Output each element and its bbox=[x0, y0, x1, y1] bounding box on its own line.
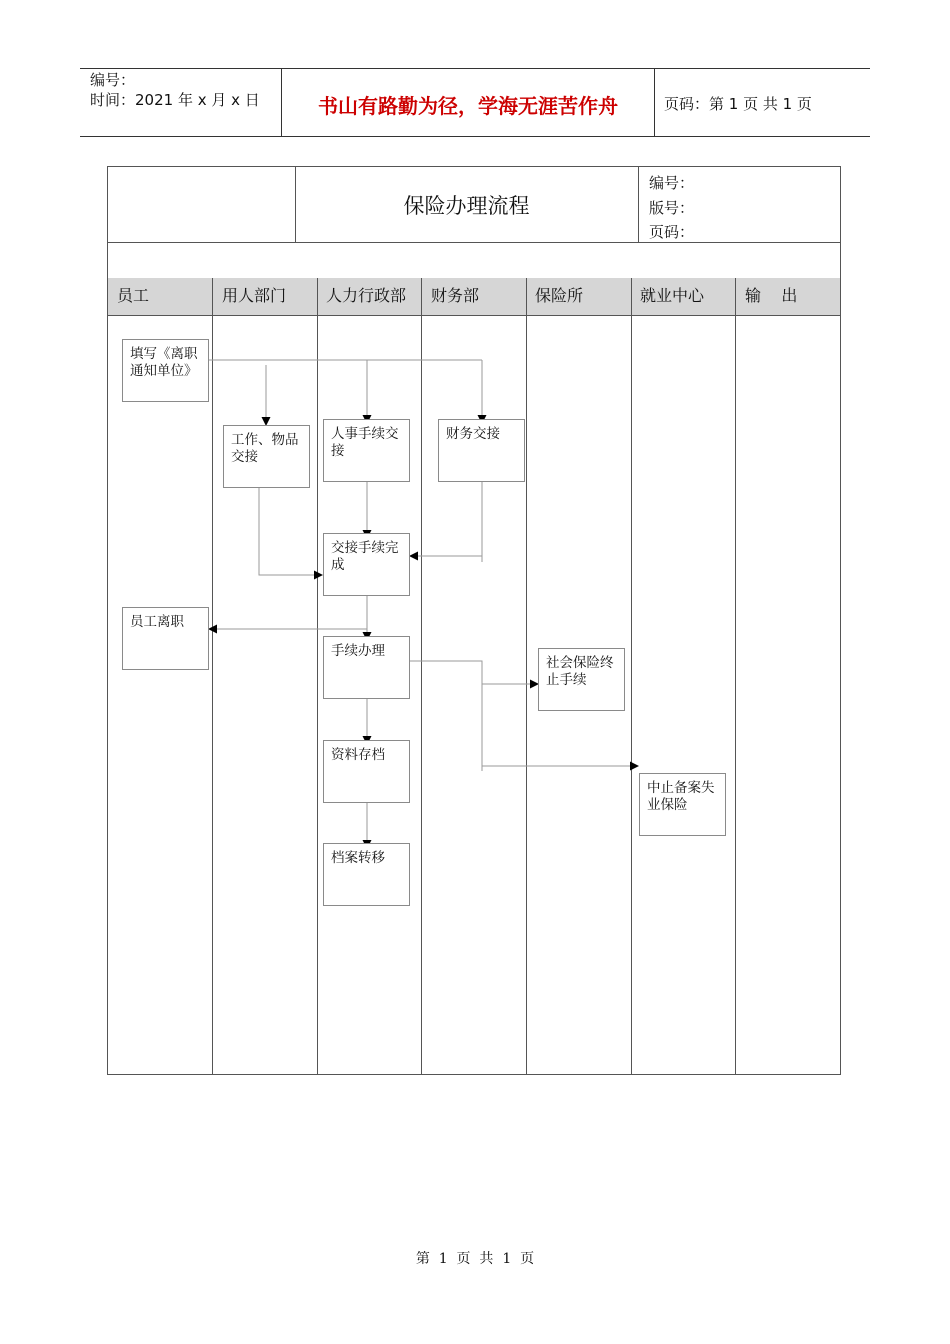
connector-done-to-leave bbox=[209, 595, 367, 629]
header-time-label: 时间：2021 年 x 月 x 日 bbox=[90, 91, 260, 109]
lane-header-insurance-office: 保险所 bbox=[535, 286, 584, 305]
step-social-insurance-stop: 社会保险终止手续 bbox=[538, 648, 625, 711]
step-procedure: 手续办理 bbox=[323, 636, 410, 699]
form-title: 保险办理流程 bbox=[403, 194, 530, 218]
lane-header-output: 输 出 bbox=[745, 286, 798, 305]
lane-header-finance: 财务部 bbox=[431, 286, 480, 305]
page-footer: 第 1 页 共 1 页 bbox=[415, 1251, 535, 1267]
step-employee-leave: 员工离职 bbox=[122, 607, 209, 670]
header-motto: 书山有路勤为径，学海无涯苦作舟 bbox=[318, 94, 618, 118]
step-archive: 资料存档 bbox=[323, 740, 410, 803]
form-number-label: 编号： bbox=[649, 174, 695, 192]
header-number-label: 编号： bbox=[90, 71, 136, 89]
step-finance-handover: 财务交接 bbox=[438, 419, 525, 482]
lane-header-employment-center: 就业中心 bbox=[640, 286, 705, 305]
step-archive-transfer: 档案转移 bbox=[323, 843, 410, 906]
lane-header-employee: 员工 bbox=[117, 286, 150, 305]
lane-header-hiring-dept: 用人部门 bbox=[222, 286, 287, 305]
connector-finance-to-done bbox=[410, 482, 482, 562]
lane-header-hr-admin: 人力行政部 bbox=[326, 286, 407, 305]
step-fill-notice: 填写《离职通知单位》 bbox=[122, 339, 209, 402]
step-hr-handover: 人事手续交接 bbox=[323, 419, 410, 482]
header-page-info: 页码：第 1 页 共 1 页 bbox=[664, 95, 812, 113]
step-work-handover: 工作、物品交接 bbox=[223, 425, 310, 488]
form-version-label: 版号： bbox=[649, 199, 695, 217]
form-page-label: 页码： bbox=[649, 223, 695, 241]
connector-work-to-done bbox=[259, 488, 322, 575]
step-unemployment-record: 中止备案失业保险 bbox=[639, 773, 726, 836]
step-handover-done: 交接手续完成 bbox=[323, 533, 410, 596]
connector-procedure-to-insurance bbox=[410, 661, 538, 684]
